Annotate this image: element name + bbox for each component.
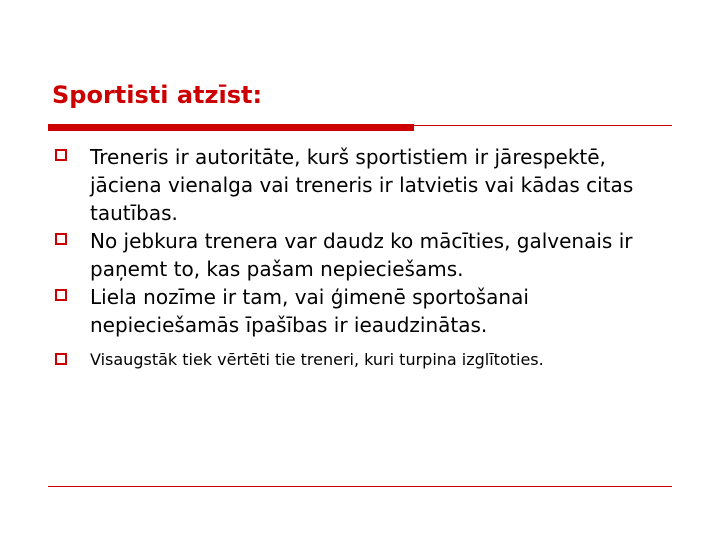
bullet-item bbox=[55, 143, 675, 227]
title-underline-thick bbox=[48, 124, 414, 131]
slide-title: Sportisti atzīst: bbox=[52, 81, 263, 109]
bullet-item bbox=[55, 227, 675, 283]
bullet-text: No jebkura trenera var daudz ko mācīties, galvenais ir paņemt to, kas pašam nepieciešams. bbox=[90, 229, 633, 281]
square-outline-icon bbox=[55, 289, 67, 301]
square-outline-icon bbox=[55, 149, 67, 161]
bullet-item bbox=[55, 349, 675, 371]
bullet-text: Treneris ir autoritāte, kurš sportistiem ir jārespektē, jāciena vienalga vai treneris ir latvietis vai kādas citas tautības. bbox=[90, 145, 634, 225]
bullet-text: Liela nozīme ir tam, vai ģimenē sportošanai nepieciešamās īpašības ir ieaudzinātas. bbox=[90, 285, 529, 337]
bullet-list bbox=[55, 143, 675, 371]
footer-divider bbox=[48, 486, 672, 487]
bullet-item bbox=[55, 283, 675, 339]
bullet-text: Visaugstāk tiek vērtēti tie treneri, kuri turpina izglītoties. bbox=[90, 350, 544, 369]
square-outline-icon bbox=[55, 353, 67, 365]
square-outline-icon bbox=[55, 233, 67, 245]
title-underline-thin bbox=[414, 125, 672, 126]
